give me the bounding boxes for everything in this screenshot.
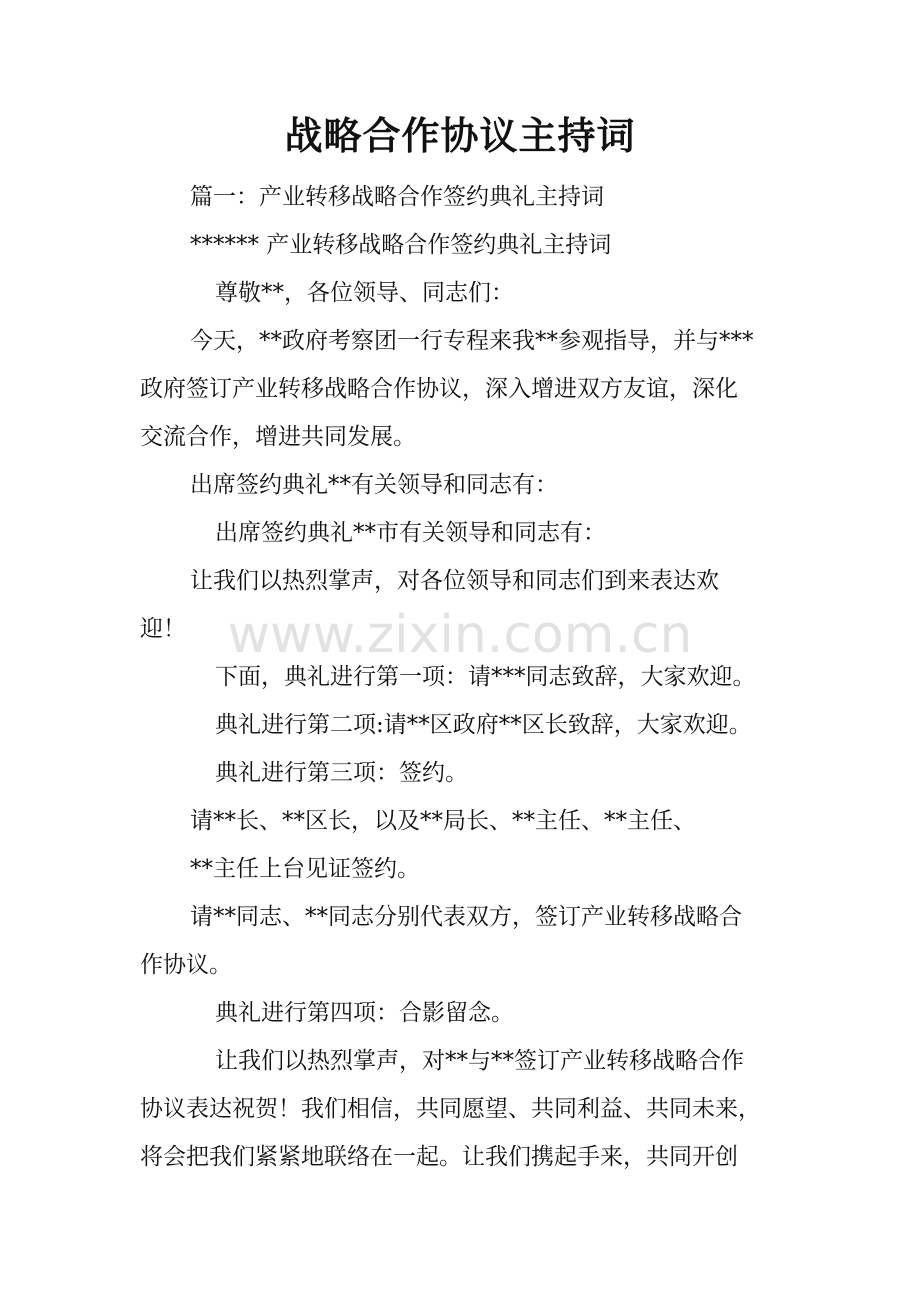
paragraph-line: 让我们以热烈掌声，对**与**签订产业转移战略合作 <box>215 1048 744 1074</box>
paragraph-line: 今天，**政府考察团一行专程来我**参观指导，并与*** <box>190 328 754 354</box>
watermark: www.zixin.com.cn <box>227 605 693 665</box>
paragraph-line: 篇一：产业转移战略合作签约典礼主持词 <box>190 184 604 210</box>
paragraph-line: 政府签订产业转移战略合作协议，深入增进双方友谊，深化 <box>140 376 738 402</box>
paragraph-line: 协议表达祝贺！我们相信，共同愿望、共同利益、共同未来， <box>140 1096 761 1122</box>
paragraph-line: 下面，典礼进行第一项：请***同志致辞，大家欢迎。 <box>215 664 756 690</box>
paragraph-line: 让我们以热烈掌声，对各位领导和同志们到来表达欢 <box>190 568 719 594</box>
paragraph-line: **主任上台见证签约。 <box>190 856 420 882</box>
paragraph-line: 交流合作，增进共同发展。 <box>140 424 416 450</box>
paragraph-line: 典礼进行第四项：合影留念。 <box>215 1000 514 1026</box>
document-title: 战略合作协议主持词 <box>284 113 636 158</box>
paragraph-line: 请**长、**区长，以及**局长、**主任、**主任、 <box>190 808 696 834</box>
paragraph-line: ****** 产业转移战略合作签约典礼主持词 <box>190 232 612 258</box>
paragraph-line: 典礼进行第三项：签约。 <box>215 760 468 786</box>
paragraph-line: 出席签约典礼**市有关领导和同志有： <box>215 520 606 546</box>
paragraph-line: 作协议。 <box>140 952 232 978</box>
paragraph-line: 典礼进行第二项:请**区政府**区长致辞，大家欢迎。 <box>215 712 752 738</box>
paragraph-line: 出席签约典礼**有关领导和同志有： <box>190 472 558 498</box>
paragraph-line: 请**同志、**同志分别代表双方，签订产业转移战略合 <box>190 904 742 930</box>
paragraph-line: 将会把我们紧紧地联络在一起。让我们携起手来，共同开创 <box>140 1144 738 1170</box>
paragraph-line: 迎！ <box>140 616 186 642</box>
paragraph-line: 尊敬**，各位领导、同志们： <box>215 280 514 306</box>
